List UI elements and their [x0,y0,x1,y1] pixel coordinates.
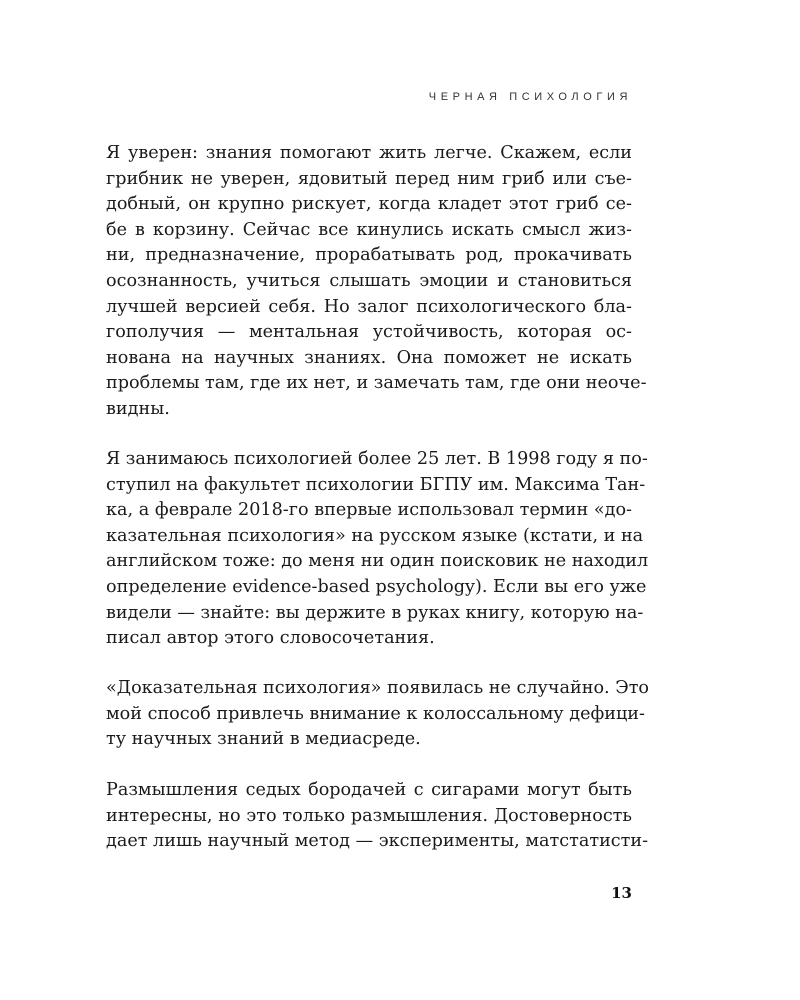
text-line: писал автор этого словосочетания. [106,628,435,649]
paragraph-4 [106,778,649,855]
text-line: осознанность, учиться слышать эмоции и становиться [106,270,632,291]
text-line: грибник не уверен, ядовитый перед ним гриб или съе- [106,168,632,189]
paragraph-3 [106,676,650,753]
text-line: Я занимаюсь психологией более 25 лет. В 1998 году я по- [106,449,648,469]
text-line: определение evidence-based psychology). Если вы его уже [106,576,647,597]
text-line: ни, предназначение, прорабатывать род, прокачивать [106,245,632,266]
paragraph-2 [106,447,649,652]
text-line: лучшей версией себя. Но залог психологического бла- [106,296,632,317]
text-line: бе в корзину. Сейчас все кинулись искать смысл жиз- [106,219,632,240]
text-line: интересны, но это только размышления. Достоверность [106,805,632,826]
text-line: «Доказательная психология» появилась не случайно. Это [106,678,650,698]
text-line: нована на научных знаниях. Она поможет не искать [106,347,632,368]
text-line: ту научных знаний в медиасреде. [106,729,421,750]
text-line: проблемы там, где их нет, и замечать там, где они неоче- [106,373,647,394]
page-number: 13 [611,884,632,902]
text-line: Размышления седых бородачей с сигарами могут быть [106,780,632,800]
text-line: дает лишь научный метод — эксперименты, матстатисти- [106,831,649,852]
text-line: казательная психология» на русском языке (кстати, и на [106,525,644,546]
text-line: ка, а феврале 2018-го впервые использовал термин «до- [106,500,632,521]
text-line: видны. [106,398,170,419]
paragraph-1 [106,141,647,423]
text-line: добный, он крупно рискует, когда кладет этот гриб се- [106,194,632,215]
text-line: ступил на факультет психологии БГПУ им. Максима Тан- [106,474,646,495]
text-line: Я уверен: знания помогают жить легче. Скажем, если [106,143,632,163]
text-line: гополучия — ментальная устойчивость, которая ос- [106,322,632,343]
text-line: английском тоже: до меня ни один поисковик не находил [106,551,649,572]
text-line: мой способ привлечь внимание к колоссальному дефици- [106,703,645,724]
running-head-title: ЧЕРНАЯ ПСИХОЛОГИЯ [428,91,632,103]
text-line: видели — знайте: вы держите в руках книгу, которую на- [106,602,644,623]
